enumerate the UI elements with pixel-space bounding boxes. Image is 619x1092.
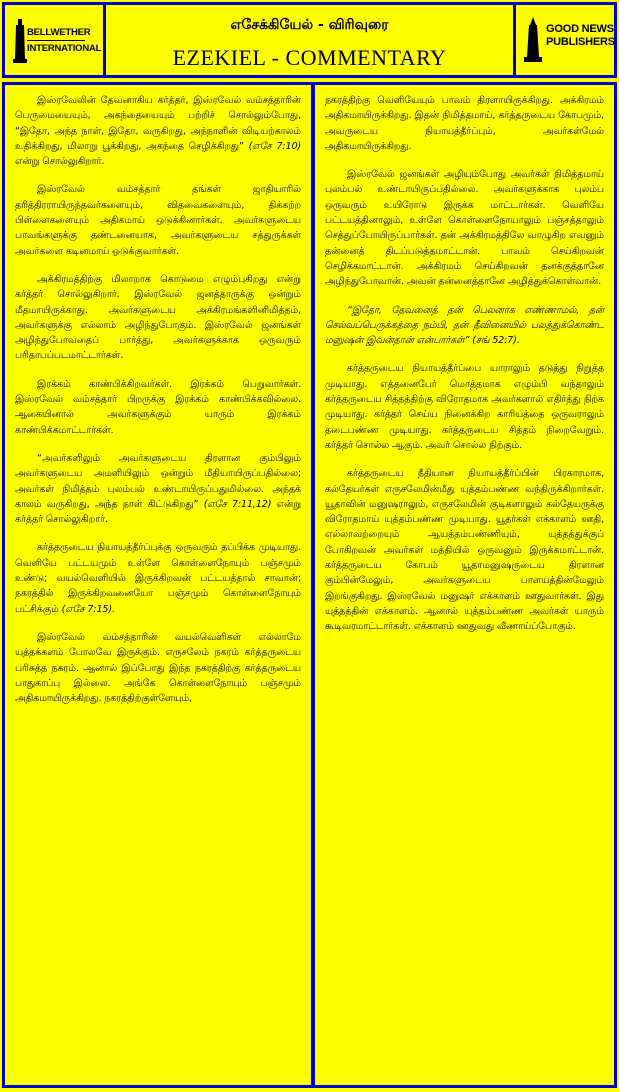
paragraph [325, 167, 604, 289]
paragraph [325, 361, 604, 453]
scripture-reference: (எசே 7:11,12) [203, 498, 272, 510]
paragraph-text: கர்த்தருடைய நியாயத்தீர்ப்புக்கு ஒருவரும் தப்பிக்க முடியாது. வெளியே பட்டயமும் உள்ளே கொள்ளைநோயும் பஞ்சமும் உண்டு; வயல்வெளியில் இருக்கிறவன் பட்டயத்தால் சாவான்; நகரத்தில் இருக்கிறவனையோ பஞ்சமும் கொள்ளைநோயும் பட்சிக்கும் [15, 542, 301, 615]
paragraph [15, 182, 301, 258]
paragraph [325, 466, 604, 634]
logo-divider [27, 40, 85, 41]
tower-icon [524, 17, 542, 63]
paragraph-text: “அவர்களிலும் அவர்களுடைய திரளான கும்பிலும் அவர்களுடைய அமளியிலும் ஒன்றும் மீதியாயிருப்பதில்லை; அவர்கள் நிமித்தம் புலம்பல் உண்டாயிருப்பதுமில்லை. அந்தக் காலம் வருகிறது, அந்த நாள் கிட்டுகிறது” [15, 452, 301, 510]
paragraph [15, 540, 301, 616]
logo-line1: GOOD NEWS [546, 23, 614, 35]
paragraph [15, 272, 301, 364]
paragraph [15, 377, 301, 438]
page-title-english: EZEKIEL - COMMENTARY [172, 45, 447, 70]
paragraph-text: அக்கிரமத்திற்கு மிலாறாக கொடுமை எழும்புகிறது என்று கர்த்தர் சொல்லுகிறார். இஸ்ரவேல் ஜனத்தாருக்கு ஒன்றும் மீதமாயிருக்காது. அவர்களுடைய அக்கிரமங்களினிமித்தம், அவர்களுக்கு எல்லாம் அழிந்துபோகும். இஸ்ரவேல் ஜனங்கள் அழிந்துபோவதைப் பார்த்து, அவர்களுக்காக ஒருவரும் பரிதாபப்படமாட்டார்கள். [15, 273, 301, 362]
logo-text [27, 27, 101, 54]
page-title-tamil: எசேக்கியேல் - விரிவுரை [230, 17, 389, 33]
scripture-quote [325, 303, 604, 349]
paragraph-text: கர்த்தருடைய நீதியான நியாயத்தீர்ப்பின் பிரகாரமாக, கல்தேயர்கள் எருசலேமின்மீது யுத்தம்பண்ண வந்திருக்கிறார்கள். யூதாவின் மனுஷராலும், எருசலேமின் குடிகளாலும் கல்தேயருக்கு விரோதமாய் யுத்தம்பண்ண முடியாது. யூதர்கள் எக்காளம் ஊதி, எல்லாவற்றையும் ஆயத்தம்பண்ணியும், யுத்தத்துக்குப் போகிறவன் அவர்கள் மத்தியில் ஒருவனும் இருக்கமாட்டான். கர்த்தருடைய கோபம் யூதாமனுஷருடைய திரளான கும்பின்மேலும், அவர்களுடைய பாளயத்தின்மேலும் இறங்குகிறது. இஸ்ரவேல் மனுஷர் எக்காளம் ஊதுவார்கள். இது யுத்தத்தின் எக்காளம். ஆனால் யுத்தம்பண்ண அவர்கள் யாரும் கூடிவரமாட்டார்கள். எக்காளம் ஊதுவது வீணாய்ப்போகும். [325, 468, 604, 633]
paragraph-text: இஸ்ரவேல் ஜனங்கள் அழியும்போது அவர்கள் நிமித்தமாய் புலம்பல் உண்டாயிருப்பதில்லை. அவர்களுக்காக புலம்ப ஒருவரும் உயிரோடு இருக்க மாட்டார்கள். வெளியே பட்டயத்தினாலும், உள்ளே கொள்ளைநோயாலும் பஞ்சத்தாலும் செத்துப்போயிருப்பார்கள். தன் அக்கிரமத்திலே வாழுகிற எவனும் தன்னைத் திடப்படுத்தமாட்டான். பாவம் செய்கிறவன் செழிக்கமாட்டான். அக்கிரமம் செய்கிறவன் தனக்குத்தானே அழிந்துபோவான். அவன் தன்னைத்தானே அழித்துக்கொள்வான். [325, 169, 604, 288]
paragraph [15, 451, 301, 527]
paragraph-text: கர்த்தருடைய நியாயத்தீர்ப்பை யாராலும் தடுத்து நிறுத்த முடியாது. எத்தனைபேர் மொத்தமாக எழும்பி வந்தாலும் கர்த்தருடைய சித்தத்திற்கு விரோதமாக அவர்களால் எதிர்த்து நிற்க முடியாது. கர்த்தர் செய்ய நினைக்கிற காரியத்தை ஒருவராலும் தடைபண்ண முடியாது. கர்த்தருடைய சித்தம் நிறைவேறும். கர்த்தர் சொல்ல ஆகும். அவர் சொல்ல நிற்கும். [325, 363, 604, 451]
scripture-reference: (எசே 7:10) [248, 140, 302, 152]
paragraph [15, 630, 301, 706]
paragraph-text: நகரத்திற்கு வெளியேயும் பாவம் திரளாயிருக்கிறது. அக்கிரமம் அதிகமாயிருக்கிறது. இதன் நிமித்தமாய், கர்த்தருடைய கோபமும், அவருடைய நியாயத்தீர்ப்பும், அவர்கள்மேல் அதிகமாயிருக்கிறது. [325, 95, 604, 152]
good-news-logo [513, 5, 614, 75]
paragraph-text: இஸ்ரவேல் வம்சத்தார் தங்கள் ஜாதியாரில் தரித்திரராயிருந்தவர்களையும், விதவைகளையும், திக்கற்ற பிள்ளைகளையும் அதிகமாய் ஒடுக்கினார்கள். அவர்களுடைய பாவங்களுக்கு தண்டனையாக, அவர்களுடைய சத்துருக்கள் அவர்களை கடினமாய் ஒடுக்குவார்கள். [15, 184, 301, 257]
logo-text [546, 23, 615, 49]
right-column [312, 82, 617, 1088]
paragraph-text: இஸ்ரவேலின் தேவனாகிய கர்த்தர், இஸ்ரவேல் வம்சத்தாரின் பெருமையையும், அகந்தையையும் பற்றிச் சொல்லும்போது, “இதோ, அந்த நாள், இதோ, வருகிறது, அந்நாளின் விடியற்காலம் உதிக்கிறது, மிலாறு பூக்கிறது, அகந்தை செழிக்கிறது” [15, 95, 301, 152]
left-column [2, 82, 314, 1088]
scripture-reference: (எசே 7:15). [61, 603, 115, 615]
paragraph [15, 93, 301, 169]
bellwether-logo [5, 5, 106, 75]
paragraph [325, 93, 604, 154]
logo-line2: PUBLISHERS [546, 36, 615, 48]
paragraph-text: இரக்கம் காண்பிக்கிறவர்கள். இரக்கம் பெறுவார்கள். இஸ்ரவேல் வம்சத்தார் பிறருக்கு இரக்கம் காண்பிக்கவில்லை. ஆகையினால் அவர்களுக்கும் யாரும் இரக்கம் காண்பிக்கமாட்டார்கள். [15, 378, 301, 436]
scripture-reference: “இதோ, தேவனைத் தன் பெலனாக எண்ணாமல், தன் செல்வப்பெருக்கத்தை நம்பி, தன் தீவினையில் பலத்துக்கொண்ட மனுஷன் இவன்தான் என்பார்கள்” (சங் 52:7). [325, 304, 604, 347]
tower-icon [13, 19, 27, 63]
header [2, 2, 617, 78]
title-area [106, 5, 513, 75]
paragraph-text: இஸ்ரவேல் வம்சத்தாரின் வயல்வெளிகள் எல்லாமே யுத்தக்களம் போலவே இருக்கும். எருசலேம் நகரம் கர்த்தருடைய பரிசுத்த நகரம். ஆனால் இப்போது இந்த நகரத்திற்கு கர்த்தருடைய பாதுகாப்பு இல்லை. அங்கே கொள்ளைநோயும் பஞ்சமும் அதிகமாயிருக்கிறது. நகரத்திற்குள்ளேயும், [15, 631, 301, 705]
paragraph-tail: என்று கர்த்தர் சொல்லுகிறார். [15, 498, 302, 526]
logo-line1: BELLWETHER [27, 27, 91, 38]
logo-line2: INTERNATIONAL [27, 43, 102, 54]
paragraph-tail: என்று சொல்லுகிறார். [15, 156, 105, 168]
